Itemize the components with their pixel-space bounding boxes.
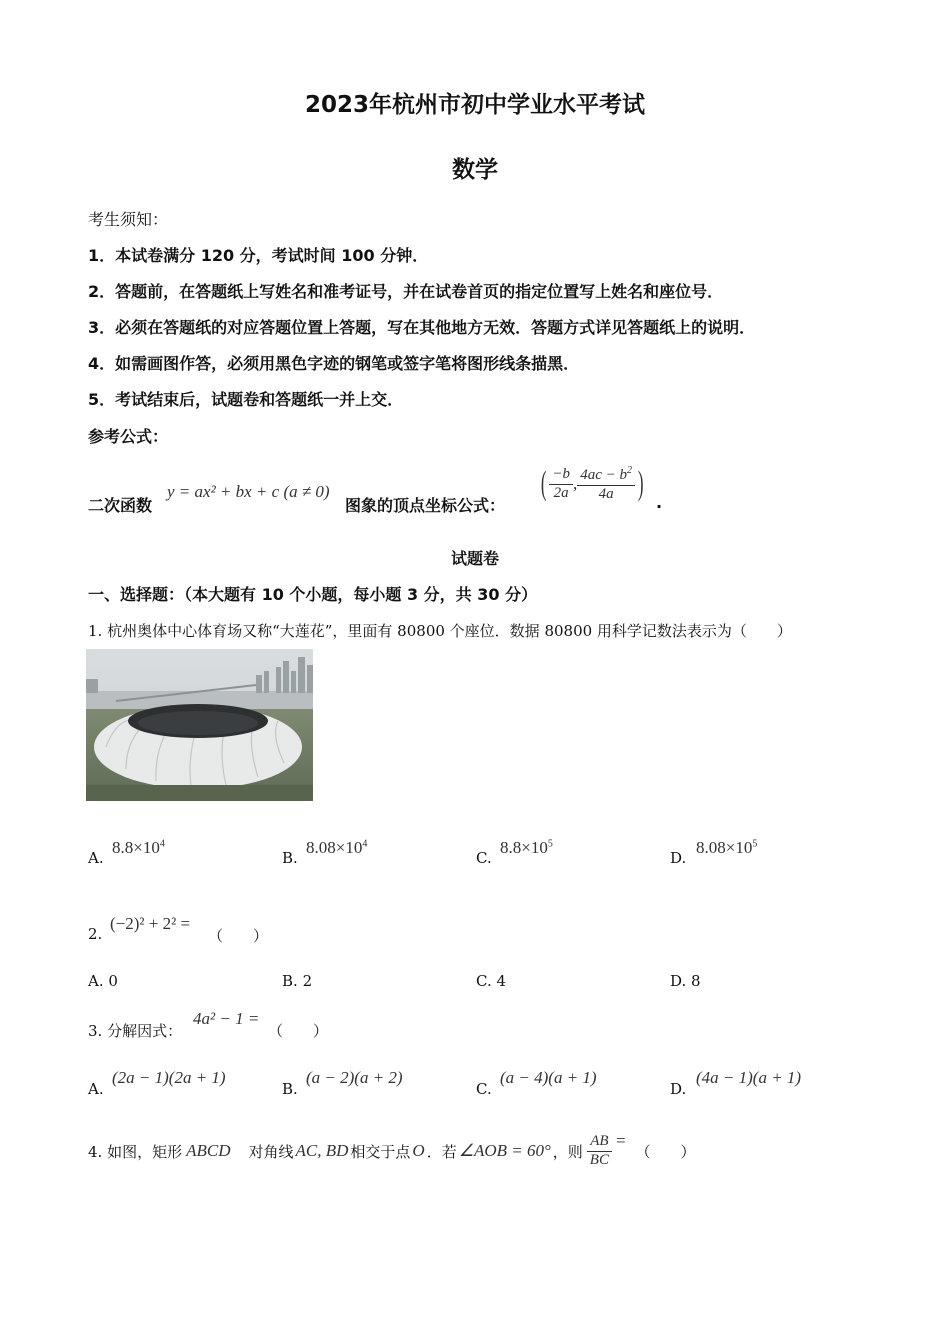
- q1-option-a-label: A.: [88, 849, 104, 867]
- q4-ratio-fraction: [587, 1133, 612, 1169]
- q3-option-b-value: (a − 2)(a + 2): [306, 1068, 403, 1087]
- q4-ratio-denominator: BC: [589, 1151, 609, 1168]
- notice-item: 4．如需画图作答，必须用黑色字迹的钢笔或签字笔将图形线条描黑．: [88, 354, 580, 373]
- q1-option-a-exp: 4: [159, 838, 165, 850]
- q2-option-a: [88, 972, 118, 990]
- q1-option-b-exp: 4: [362, 838, 368, 850]
- q4-text-3: 相交于点: [350, 1142, 411, 1161]
- q2-option-a-label: A.: [88, 972, 104, 990]
- q2-option-c-value: 4: [496, 972, 507, 990]
- q1-option-b-value: [306, 838, 367, 858]
- q3-option-d-label: D.: [670, 1080, 687, 1098]
- vertex-formula: ( $\frac{-b}{2a}$ , $\frac{4ac - b^2}{4a}$ ): [540, 465, 644, 502]
- q4-text-2: 对角线: [248, 1142, 294, 1161]
- q2-option-d-label: D.: [670, 972, 687, 990]
- q1-option-a-value: [112, 838, 165, 858]
- stadium-photo: [86, 649, 313, 801]
- q1-option-a-base: 8.8×10: [112, 838, 160, 857]
- q3-option-c-value: (a − 4)(a + 1): [500, 1068, 597, 1087]
- q3-answer-blank: （ ）: [268, 1022, 329, 1040]
- q2-option-b: [282, 972, 312, 990]
- q2-option-b-value: 2: [302, 972, 313, 990]
- notice-heading: 考生须知：: [88, 210, 169, 229]
- q2-option-d: [670, 972, 701, 990]
- q2-answer-blank: （ ）: [208, 927, 269, 945]
- q3-option-a-label: A.: [88, 1080, 104, 1098]
- q1-option-d-value: [696, 838, 757, 858]
- notice-item: 1．本试卷满分 120 分，考试时间 100 分钟．: [88, 246, 429, 265]
- q3-expression: 4a² − 1 =: [193, 1009, 260, 1028]
- section-title: 一、选择题：（本大题有 10 个小题，每小题 3 分，共 30 分）: [88, 585, 538, 604]
- q3-prefix: 3. 分解因式：: [88, 1022, 183, 1040]
- notice-item: 5．考试结束后，试题卷和答题纸一并上交．: [88, 390, 404, 409]
- q1-option-c-exp: 5: [547, 838, 553, 850]
- q4-equals: =: [615, 1131, 626, 1150]
- q3-option-c-label: C.: [476, 1080, 492, 1098]
- q4-rectangle: ABCD: [186, 1141, 231, 1160]
- q4-text-4: ．若: [426, 1142, 457, 1161]
- q3-option-a-value: (2a − 1)(2a + 1): [112, 1068, 226, 1087]
- paper-label: 试题卷: [450, 549, 499, 568]
- q4-point: O: [412, 1141, 425, 1160]
- formula-middle-text: 图象的顶点坐标公式：: [345, 496, 506, 515]
- q2-option-c-label: C.: [476, 972, 492, 990]
- q1-option-d-base: 8.08×10: [696, 838, 753, 857]
- subject-title: 数学: [452, 157, 498, 183]
- question-1-text: 1. 杭州奥体中心体育场又称“大莲花”，里面有 80800 个座位．数据 80800 用科学记数法表示为（ ）: [88, 622, 792, 640]
- q4-text-1: 4. 如图，矩形: [88, 1142, 183, 1161]
- q1-option-c-value: [500, 838, 553, 858]
- exam-title: 2023年杭州市初中学业水平考试: [304, 92, 645, 118]
- q1-option-b-label: B.: [282, 849, 298, 867]
- q2-expression: (−2)² + 2² =: [110, 914, 191, 933]
- q1-option-b-base: 8.08×10: [306, 838, 363, 857]
- q4-answer-blank: （ ）: [635, 1142, 696, 1161]
- vertex-x-fraction: $\frac{-b}{2a}$: [549, 466, 573, 502]
- q1-option-c-base: 8.8×10: [500, 838, 548, 857]
- q1-option-d-label: D.: [670, 849, 687, 867]
- vertex-y-fraction: $\frac{4ac - b^2}{4a}$: [577, 465, 635, 503]
- q2-option-b-label: B.: [282, 972, 298, 990]
- q4-diagonals: AC, BD: [295, 1141, 349, 1160]
- q2-option-c: [476, 972, 506, 990]
- formula-suffix: .: [656, 493, 663, 512]
- q2-number: 2.: [88, 925, 103, 943]
- q4-text-5: ，则: [552, 1142, 583, 1161]
- q4-angle: ∠AOB = 60°: [458, 1141, 551, 1160]
- q3-option-b-label: B.: [282, 1080, 298, 1098]
- notice-item: 3．必须在答题纸的对应答题位置上答题，写在其他地方无效．答题方式详见答题纸上的说明．: [88, 318, 756, 337]
- notice-item: 2．答题前，在答题纸上写姓名和准考证号，并在试卷首页的指定位置写上姓名和座位号．: [88, 282, 724, 301]
- formula-heading: 参考公式：: [88, 427, 169, 446]
- q1-option-d-exp: 5: [752, 838, 758, 850]
- q2-option-a-value: 0: [108, 972, 118, 990]
- q3-option-d-value: (4a − 1)(a + 1): [696, 1068, 802, 1087]
- question-4: [88, 1126, 696, 1176]
- q2-option-d-value: 8: [691, 972, 701, 990]
- q1-option-c-label: C.: [476, 849, 492, 867]
- q4-ratio-numerator: AB: [587, 1133, 611, 1151]
- quadratic-function-expression: y = ax² + bx + c (a ≠ 0): [167, 482, 330, 501]
- formula-prefix: 二次函数: [88, 496, 153, 515]
